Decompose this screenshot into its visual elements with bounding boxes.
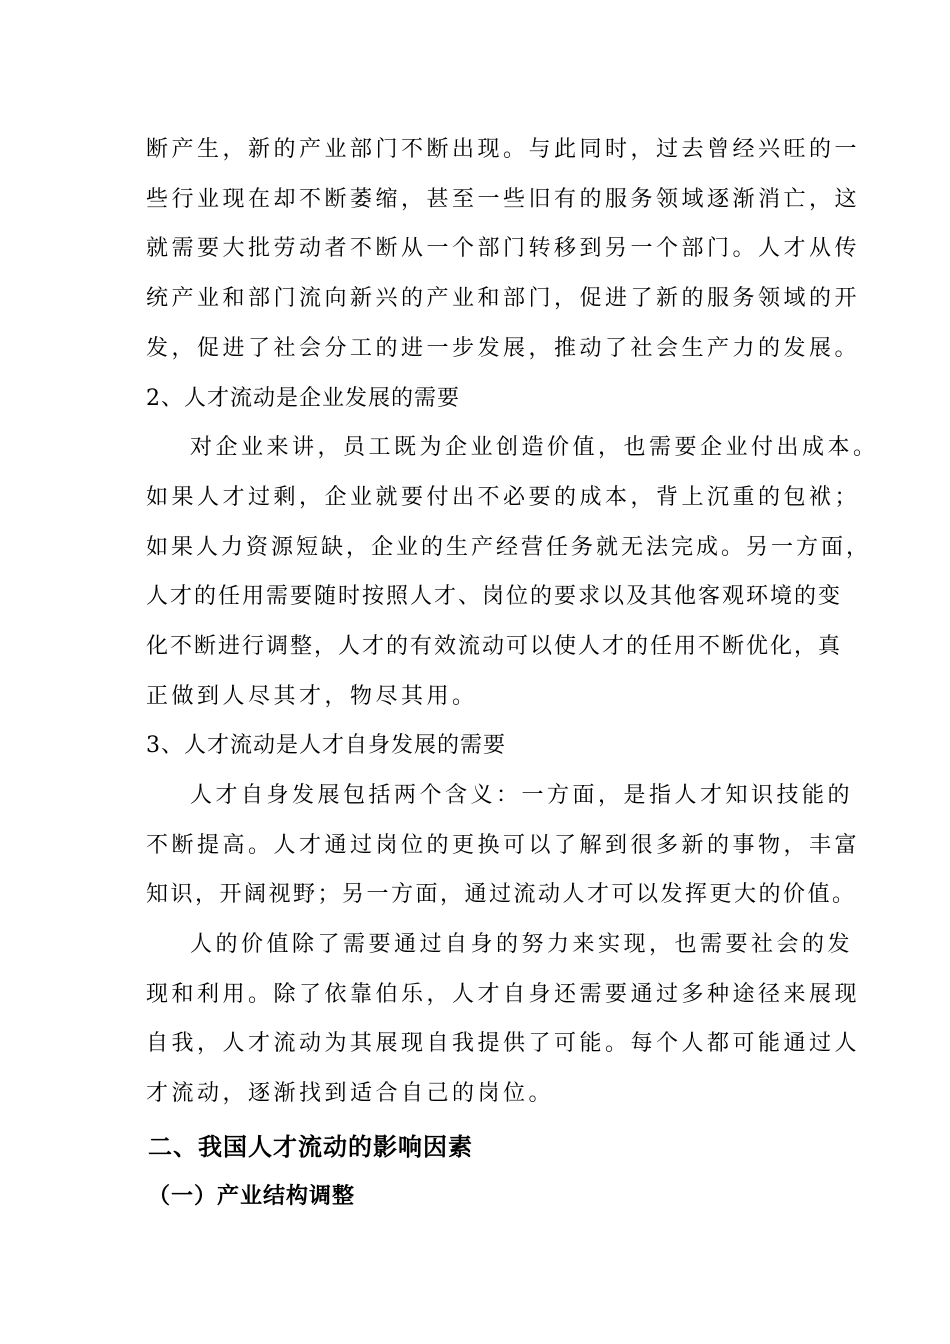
paragraph-line: 统产业和部门流向新兴的产业和部门，促进了新的服务领域的开	[146, 286, 861, 311]
paragraph-line: 化不断进行调整，人才的有效流动可以使人才的任用不断优化，真	[146, 634, 843, 659]
paragraph-line: 就需要大批劳动者不断从一个部门转移到另一个部门。人才从传	[146, 236, 861, 261]
paragraph-line: 发，促进了社会分工的进一步发展，推动了社会生产力的发展。	[146, 336, 861, 361]
paragraph-line: 现和利用。除了依靠伯乐，人才自身还需要通过多种途径来展现	[146, 982, 861, 1007]
paragraph-line: 断产生，新的产业部门不断出现。与此同时，过去曾经兴旺的一	[146, 137, 861, 162]
paragraph-line: 对企业来讲，员工既为企业创造价值，也需要企业付出成本。	[190, 435, 879, 460]
paragraph-line: 知识，开阔视野；另一方面，通过流动人才可以发挥更大的价值。	[146, 882, 857, 907]
section-heading: 二、我国人才流动的影响因素	[148, 1133, 473, 1161]
paragraph-line: 人的价值除了需要通过自身的努力来实现，也需要社会的发	[190, 932, 854, 957]
paragraph-line: 正做到人尽其才，物尽其用。	[146, 684, 478, 709]
item-heading: 2、人才流动是企业发展的需要	[146, 386, 460, 411]
paragraph-line: 如果人才过剩，企业就要付出不必要的成本，背上沉重的包袱；	[146, 485, 861, 510]
item-heading: 3、人才流动是人才自身发展的需要	[146, 733, 506, 758]
subsection-heading: （一）产业结构调整	[148, 1184, 356, 1209]
paragraph-line: 如果人力资源短缺，企业的生产经营任务就无法完成。另一方面，	[146, 535, 872, 560]
paragraph-line: 人才自身发展包括两个含义：一方面，是指人才知识技能的	[190, 783, 854, 808]
paragraph-line: 自我，人才流动为其展现自我提供了可能。每个人都可能通过人	[146, 1031, 861, 1056]
paragraph-line: 些行业现在却不断萎缩，甚至一些旧有的服务领域逐渐消亡，这	[146, 187, 861, 212]
paragraph-line: 不断提高。人才通过岗位的更换可以了解到很多新的事物，丰富	[146, 833, 861, 858]
paragraph-line: 人才的任用需要随时按照人才、岗位的要求以及其他客观环境的变	[146, 584, 843, 609]
paragraph-line: 才流动，逐渐找到适合自己的岗位。	[146, 1081, 555, 1106]
